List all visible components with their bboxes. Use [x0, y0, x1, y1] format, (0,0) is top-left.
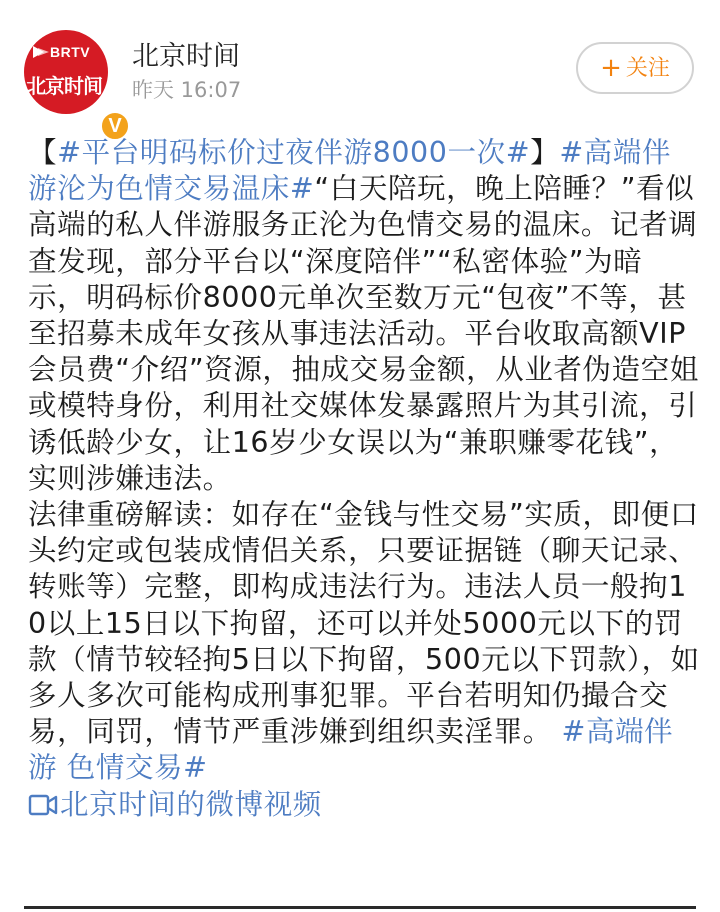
video-link-label: 北京时间的微博视频: [60, 787, 322, 821]
post-text-2: 法律重磅解读：如存在“金钱与性交易”实质，即便口头约定或包装成情侣关系，只要证据链（聊天记录、转账等）完整，即构成违法行为。违法人员一般拘10以上15日以下拘留，还可以并处5000元以下的罚款（情节较轻拘5日以下拘留，500元以下罚款），如多人多次可能构成刑事犯罪。平台若明知仍撮合交易，同罚，情节严重涉嫌到组织卖淫罪。: [28, 498, 700, 749]
avatar-name-text: 北京时间: [26, 74, 102, 98]
follow-label: 关注: [625, 56, 670, 81]
bracket-close: 】: [530, 136, 560, 169]
hashtag-link-2[interactable]: #高端伴游沦为色情交易温床#: [28, 136, 672, 206]
brtv-logo: [32, 44, 102, 66]
video-link[interactable]: [28, 787, 700, 823]
follow-button[interactable]: [576, 42, 694, 94]
hashtag-link-1[interactable]: #平台明码标价过夜伴游8000一次#: [57, 136, 531, 169]
avatar-logo-text: BRTV: [50, 44, 91, 60]
bracket-open: 【: [28, 136, 58, 169]
verified-badge-icon: V: [99, 110, 131, 142]
author-name[interactable]: 北京时间: [132, 41, 240, 72]
post-paragraph-2: [28, 497, 700, 787]
divider: [24, 906, 696, 909]
post-content: [28, 135, 700, 823]
post-text-1: “白天陪玩，晚上陪睡？”看似高端的私人伴游服务正沦为色情交易的温床。记者调查发现，部分平台以“深度陪伴”“私密体验”为暗示，明码标价8000元单次至数万元“包夜”不等，甚至招募未成年女孩从事违法活动。平台收取高额VIP会员费“介绍”资源，抽成交易金额，从业者伪造空姐或模特身份，利用社交媒体发暴露照片为其引流，引诱低龄少女，让16岁少女误以为“兼职赚零花钱”，实则涉嫌违法。: [28, 172, 699, 495]
play-logo-icon: [32, 45, 50, 59]
post-header: [0, 0, 720, 137]
video-icon: [28, 794, 58, 816]
avatar[interactable]: [24, 30, 122, 137]
post-paragraph-1: [28, 135, 700, 497]
post-time: 昨天 16:07: [132, 78, 242, 102]
plus-icon: +: [600, 53, 622, 83]
hashtag-link-3[interactable]: #高端伴游 色情交易#: [28, 715, 674, 785]
